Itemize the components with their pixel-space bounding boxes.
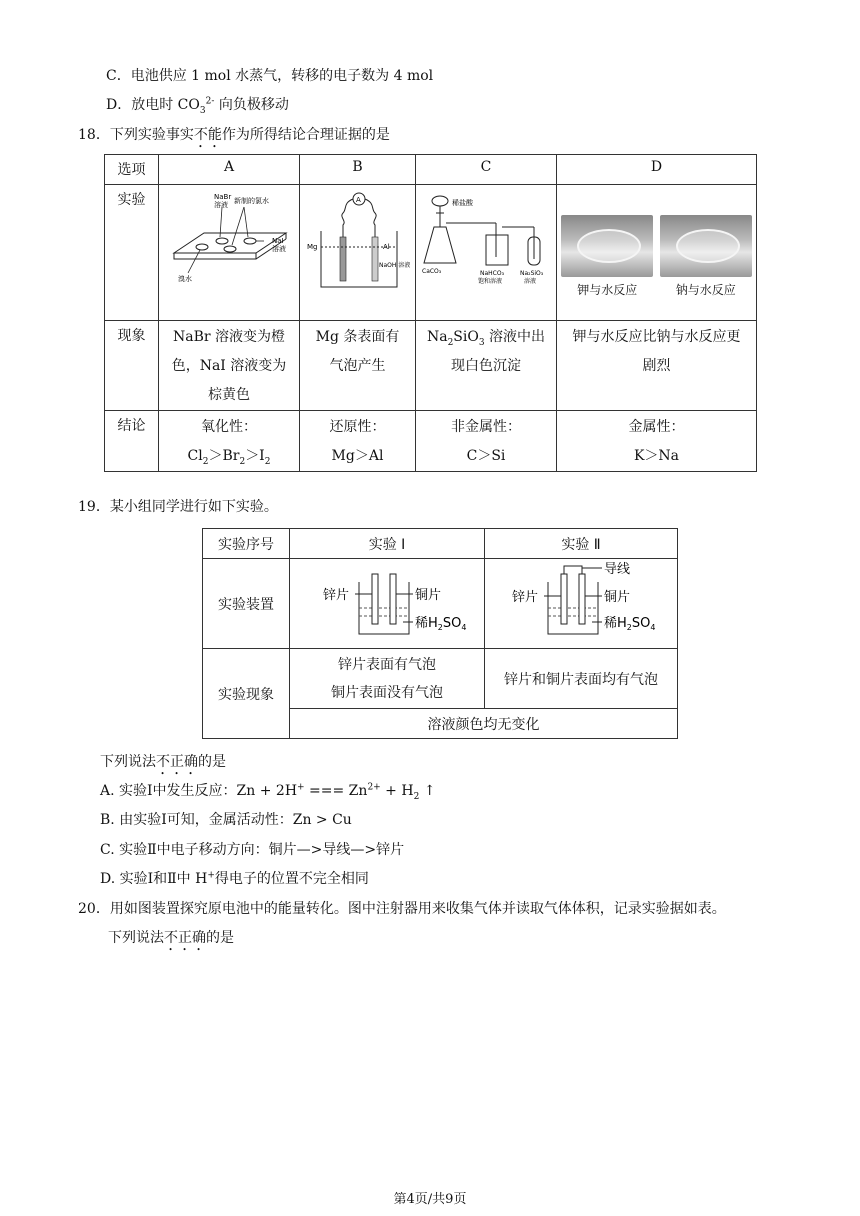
q19-header-no: 实验序号 <box>203 529 290 559</box>
label-chlorine-water: 新制的氯水 <box>234 197 269 205</box>
q19-option-d: D. 实验Ⅰ和Ⅱ中 H+得电子的位置不完全相同 <box>100 870 369 887</box>
label-bromine-water: 溴水 <box>178 275 192 283</box>
label-nahco3: NaHCO₃ <box>480 270 504 277</box>
page-footer: 第4页/共9页 <box>393 1192 467 1207</box>
photo-sodium <box>660 215 752 299</box>
phenomenon-d: 钾与水反应比钠与水反应更 剧烈 <box>557 321 757 411</box>
label-nai: NaI <box>272 237 284 245</box>
label-mg: Mg <box>306 243 317 251</box>
svg-text:稀H2SO4: 稀$H_2SO_4$ <box>415 615 467 632</box>
row-label-phenomenon: 现象 <box>105 321 159 411</box>
q18-stem: 18．下列实验事实不能作为所得结论合理证据的是 <box>78 127 390 143</box>
q19-label-phenomenon: 实验现象 <box>203 649 290 739</box>
label-nabr-solution: 溶液 <box>214 201 228 209</box>
photo-potassium <box>561 215 653 299</box>
phenomenon-c: $Na_2SiO_3$ 溶液中出 现白色沉淀 <box>416 321 557 411</box>
q19-header-exp1: 实验 Ⅰ <box>290 529 485 559</box>
experiment-a-figure <box>159 185 300 321</box>
q19-table <box>202 528 678 739</box>
q19-phenomenon-exp2: 锌片和铜片表面均有气泡 <box>485 649 678 709</box>
header-c: C <box>416 155 557 185</box>
header-d: D <box>557 155 757 185</box>
conclusion-a: 氧化性： $Cl_2>Br_2>I_2$ <box>159 411 300 472</box>
header-a: A <box>159 155 300 185</box>
conclusion-b: 还原性： Mg＞Al <box>300 411 416 472</box>
label-copper: 铜片 <box>415 587 442 603</box>
experiment-b-figure <box>300 185 416 321</box>
q19-phenomenon-common: 溶液颜色均无变化 <box>290 709 678 739</box>
q19-phenomenon-exp1: 锌片表面有气泡 铜片表面没有气泡 <box>290 649 485 709</box>
experiment-d-figure <box>557 185 757 321</box>
label-copper-2: 铜片 <box>604 589 631 605</box>
svg-text:稀H2SO4: 稀$H_2SO_4$ <box>604 615 656 632</box>
ammeter-label: A <box>355 196 361 204</box>
q19-stem: 19．某小组同学进行如下实验。 <box>78 499 278 515</box>
q17-option-c: C．电池供应 1 mol 水蒸气，转移的电子数为 4 mol <box>106 68 434 84</box>
q20-question: 下列说法不正确的是 <box>108 930 234 946</box>
q19-label-apparatus: 实验装置 <box>203 559 290 649</box>
label-al: Al <box>382 243 390 251</box>
row-label-experiment: 实验 <box>105 185 159 321</box>
label-zinc-2: 锌片 <box>512 589 539 605</box>
experiment-c-figure <box>416 185 557 321</box>
label-nai-solution: 溶液 <box>272 245 286 253</box>
q18-table <box>104 154 757 472</box>
caption-potassium: 钾与水反应 <box>577 283 638 297</box>
q17-option-d: D．放电时 $CO_3^{2-}$ 向负极移动 <box>106 96 289 116</box>
phenomenon-a: NaBr 溶液变为橙 色，NaI 溶液变为 棕黄色 <box>159 321 300 411</box>
label-naoh: NaOH 溶液 <box>378 262 410 269</box>
conclusion-d: 金属性： K＞Na <box>557 411 757 472</box>
q19-option-c: C. 实验Ⅱ中电子移动方向：铜片—>导线—>锌片 <box>100 842 405 858</box>
header-option: 选项 <box>105 155 159 185</box>
label-caco3: CaCO₃ <box>422 268 442 275</box>
q19-option-a: A. 实验Ⅰ中发生反应：Zn + 2H+ === $Zn^{2+} + H_2$ ↑ <box>100 782 436 802</box>
q19-header-exp2: 实验 Ⅱ <box>485 529 678 559</box>
header-b: B <box>300 155 416 185</box>
label-saturated-solution: 饱和溶液 <box>478 278 503 285</box>
label-na2sio3-solution: 溶液 <box>524 278 537 285</box>
q20-stem: 20．用如图装置探究原电池中的能量转化。图中注射器用来收集气体并读取气体体积，记录实验据如表。 <box>78 901 726 917</box>
q19-question: 下列说法不正确的是 <box>100 754 226 770</box>
conclusion-c: 非金属性： C＞Si <box>416 411 557 472</box>
row-label-conclusion: 结论 <box>105 411 159 472</box>
label-na2sio3: Na₂SiO₃ <box>520 270 544 277</box>
q19-apparatus-exp2 <box>485 559 678 649</box>
label-wire: 导线 <box>604 561 631 577</box>
caption-sodium: 钠与水反应 <box>675 283 736 297</box>
q19-option-b: B. 由实验Ⅰ可知，金属活动性：Zn > Cu <box>100 812 352 828</box>
phenomenon-b: Mg 条表面有 气泡产生 <box>300 321 416 411</box>
label-hydrochloric-acid: 稀盐酸 <box>452 199 473 207</box>
label-nabr: NaBr <box>214 193 232 201</box>
label-zinc: 锌片 <box>323 587 350 603</box>
q19-apparatus-exp1 <box>290 559 485 649</box>
